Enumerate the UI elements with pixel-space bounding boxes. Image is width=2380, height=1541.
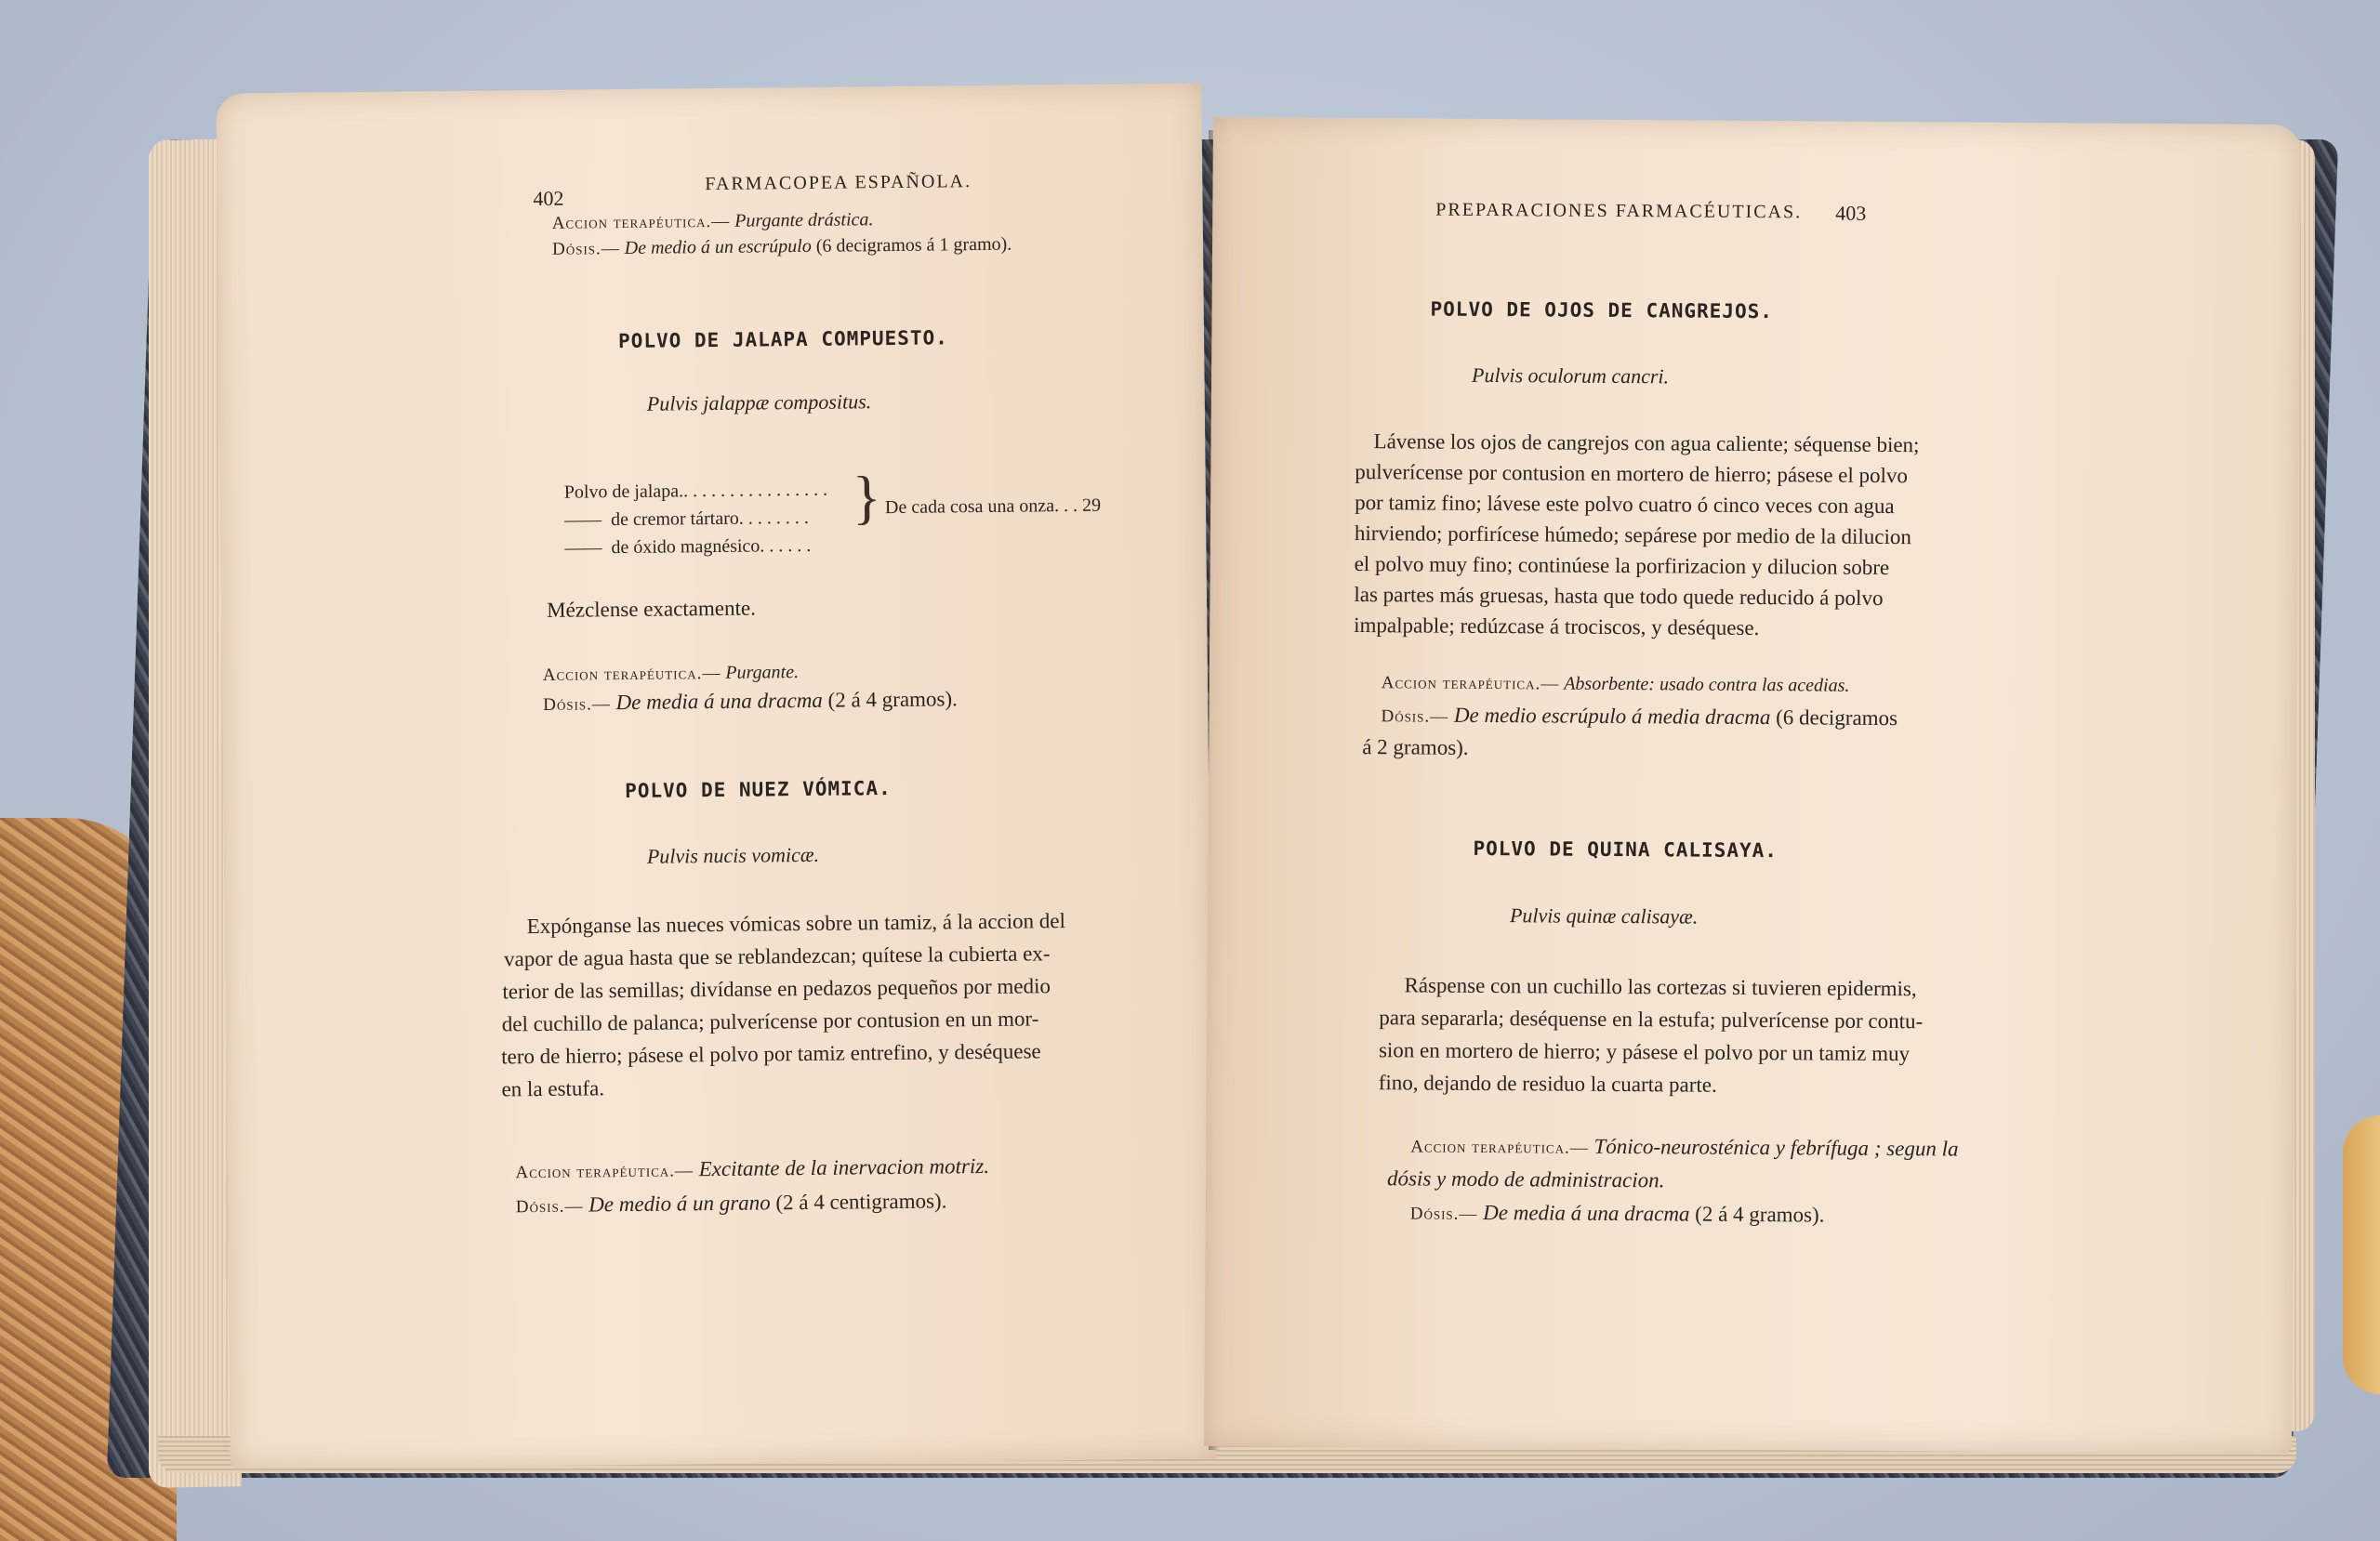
- para-cangrejos-7: impalpable; redúzcase á trociscos, y deséquese.: [1354, 613, 1760, 640]
- para-cangrejos-3: por tamiz fino; lávese este polvo cuatro ó cinco veces con agua: [1355, 491, 1895, 519]
- para-cangrejos-4: hirviendo; porfirícese húmedo; sepárese por medio de la dilucion: [1354, 521, 1912, 549]
- running-head-left: FARMACOPEA ESPAÑOLA.: [705, 171, 972, 195]
- recipe-line-2: —— de cremor tártaro. . . . . . . .: [563, 507, 809, 531]
- section-title-jalapa: POLVO DE JALAPA COMPUESTO.: [617, 326, 948, 353]
- dosis-cangrejos-cont: á 2 gramos).: [1362, 735, 1469, 759]
- para-nuez-5: tero de hierro; pásese el polvo por tamiz entrefino, y deséquese: [501, 1039, 1041, 1069]
- para-quina-4: fino, dejando de residuo la cuarta parte.: [1378, 1071, 1717, 1097]
- page-number-left: 402: [533, 186, 564, 211]
- accion-jalapa: Accion terapéutica.— Purgante.: [542, 662, 800, 685]
- right-page: [1204, 117, 2301, 1454]
- instruction-jalapa: Mézclense exactamente.: [546, 596, 757, 622]
- fabric-right: [2343, 1115, 2380, 1394]
- recipe-line-3: —— de óxido magnésico. . . . . .: [564, 534, 812, 559]
- para-nuez-1: Expónganse las nueces vómicas sobre un tamiz, á la accion del: [526, 909, 1066, 939]
- recipe-line-1: Polvo de jalapa.. . . . . . . . . . . . . . . .: [563, 479, 828, 503]
- left-page: [216, 83, 1215, 1469]
- dosis-nuez: Dósis.— De medio á un grano (2 á 4 centigramos).: [515, 1189, 947, 1218]
- latin-cangrejos: Pulvis oculorum cancri.: [1471, 362, 1670, 389]
- section-title-cangrejos: POLVO DE OJOS DE CANGREJOS.: [1430, 297, 1774, 323]
- dosis-jalapa: Dósis.— De media á una dracma (2 á 4 gramos).: [543, 687, 958, 715]
- recipe-quantity: De cada cosa una onza. . . 29: [884, 494, 1102, 519]
- accion-cangrejos: Accion terapéutica.— Absorbente: usado contra las acedias.: [1381, 673, 1850, 696]
- accion-quina: Accion terapéutica.— Tónico-neurosténica y febrífuga ; segun la: [1410, 1134, 1959, 1161]
- recipe-brace: }: [852, 464, 881, 531]
- latin-jalapa: Pulvis jalappæ compositus.: [646, 389, 872, 415]
- top-accion-line: Accion terapéutica.— Purgante drástica.: [551, 209, 874, 233]
- para-quina-3: sion en mortero de hierro; y pásese el polvo por un tamiz muy: [1378, 1038, 1911, 1066]
- section-title-quina: POLVO DE QUINA CALISAYA.: [1473, 836, 1778, 863]
- para-nuez-2: vapor de agua hasta que se reblandezcan; quítese la cubierta ex-: [503, 942, 1051, 971]
- para-nuez-6: en la estufa.: [501, 1076, 605, 1101]
- para-quina-1: Ráspense con un cuchillo las cortezas si tuvieren epidermis,: [1404, 973, 1917, 1001]
- running-head-right: PREPARACIONES FARMACÉUTICAS.: [1435, 199, 1803, 223]
- para-cangrejos-5: el polvo muy fino; continúese la porfirizacion y dilucion sobre: [1354, 552, 1890, 580]
- accion-quina-cont: dósis y modo de administracion.: [1386, 1166, 1665, 1192]
- para-cangrejos-6: las partes más gruesas, hasta que todo quede reducido á polvo: [1354, 583, 1884, 610]
- accion-nuez: Accion terapéutica.— Excitante de la inervacion motriz.: [515, 1153, 990, 1183]
- latin-quina: Pulvis quinæ calisayæ.: [1509, 903, 1699, 929]
- para-cangrejos-1: Lávense los ojos de cangrejos con agua caliente; séquense bien;: [1373, 429, 1920, 457]
- para-nuez-3: terior de las semillas; divídanse en pedazos pequeños por medio: [502, 974, 1051, 1004]
- para-cangrejos-2: pulverícense por contusion en mortero de hierro; pásese el polvo: [1355, 460, 1909, 488]
- dosis-quina: Dósis.— De media á una dracma (2 á 4 gramos).: [1409, 1200, 1825, 1227]
- top-dosis-line: Dósis.— De medio á un escrúpulo (6 decigramos á 1 gramo).: [551, 233, 1012, 259]
- para-nuez-4: del cuchillo de palanca; pulverícense por contusion en un mor-: [501, 1007, 1039, 1036]
- dosis-cangrejos: Dósis.— De medio escrúpulo á media dracma (6 decigramos: [1381, 703, 1898, 731]
- page-number-right: 403: [1835, 201, 1867, 225]
- section-title-nuez: POLVO DE NUEZ VÓMICA.: [625, 777, 892, 803]
- para-quina-2: para separarla; deséquense en la estufa; pulverícense por contu-: [1379, 1006, 1924, 1034]
- latin-nuez: Pulvis nucis vomicæ.: [646, 842, 820, 868]
